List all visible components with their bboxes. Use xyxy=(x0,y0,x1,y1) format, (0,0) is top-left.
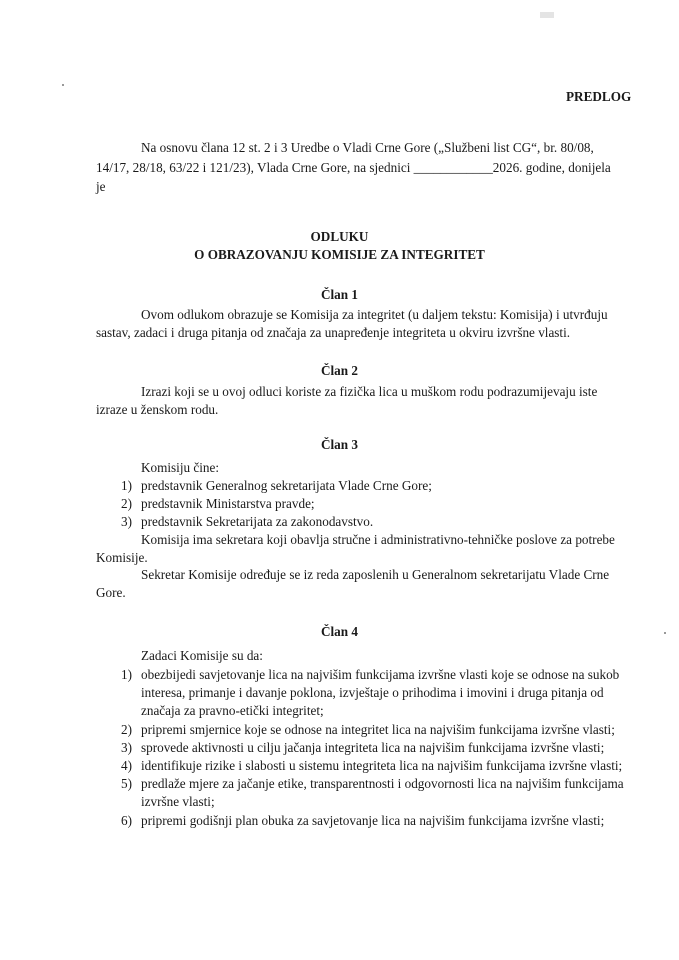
list-number: 1) xyxy=(121,667,132,682)
list-item: predstavnik Sekretarijata za zakonodavstvo. xyxy=(141,514,374,529)
article-text: sastav, zadaci i druga pitanja od značaja za unapređenje integriteta u okviru izvršne vlasti. xyxy=(96,325,571,340)
preamble-line: je xyxy=(96,179,106,194)
list-item: predstavnik Generalnog sekretarijata Vlade Crne Gore; xyxy=(141,478,432,493)
preamble-line: Na osnovu člana 12 st. 2 i 3 Uredbe o Vladi Crne Gore („Službeni list CG“, br. 80/08, xyxy=(141,140,594,155)
list-number: 3) xyxy=(121,740,132,755)
article-text: Gore. xyxy=(96,585,126,600)
article-text: Sekretar Komisije određuje se iz reda zaposlenih u Generalnom sekretarijatu Vlade Crne xyxy=(141,567,610,582)
list-item: obezbijedi savjetovanje lica na najvišim funkcijama izvršne vlasti koje se odnose na sukob xyxy=(141,667,620,682)
list-item: predstavnik Ministarstva pravde; xyxy=(141,496,315,511)
predlog-label: PREDLOG xyxy=(566,89,632,104)
article-heading: Član 2 xyxy=(320,363,358,378)
list-number: 2) xyxy=(121,496,132,511)
document-title: ODLUKU xyxy=(310,229,369,244)
list-item: značaja za pravno-etički integritet; xyxy=(141,703,324,718)
article-heading: Član 1 xyxy=(320,287,358,302)
preamble-line: 14/17, 28/18, 63/22 i 121/23), Vlada Crne Gore, na sjednici ____________2026. godine, donijela xyxy=(96,160,611,175)
list-item: sprovede aktivnosti u cilju jačanja integriteta lica na najvišim funkcijama izvršne vlasti; xyxy=(141,740,605,755)
list-item: predlaže mjere za jačanje etike, transparentnosti i odgovornosti lica na najvišim funkcijama xyxy=(141,776,624,791)
list-item: pripremi smjernice koje se odnose na integritet lica na najvišim funkcijama izvršne vlasti; xyxy=(141,722,615,737)
list-number: 1) xyxy=(121,478,132,493)
list-number: 6) xyxy=(121,813,132,828)
list-number: 5) xyxy=(121,776,132,791)
article-text: Zadaci Komisije su da: xyxy=(141,648,263,663)
article-text: Komisija ima sekretara koji obavlja stručne i administrativno-tehničke poslove za potrebe xyxy=(141,532,615,547)
article-text: Izrazi koji se u ovoj odluci koriste za fizička lica u muškom rodu podrazumijevaju iste xyxy=(141,384,598,399)
scan-mark xyxy=(540,12,554,18)
list-item: pripremi godišnji plan obuka za savjetovanje lica na najvišim funkcijama izvršne vlasti; xyxy=(141,813,605,828)
document-subtitle: O OBRAZOVANJU KOMISIJE ZA INTEGRITET xyxy=(194,247,485,262)
list-item: identifikuje rizike i slabosti u sistemu integriteta lica na najvišim funkcijama izvršne vlasti; xyxy=(141,758,623,773)
article-text: Ovom odlukom obrazuje se Komisija za integritet (u daljem tekstu: Komisija) i utvrđuju xyxy=(141,307,608,322)
list-number: 3) xyxy=(121,514,132,529)
list-item: izvršne vlasti; xyxy=(141,794,215,809)
article-text: izraze u ženskom rodu. xyxy=(96,402,219,417)
article-heading: Član 3 xyxy=(320,437,358,452)
list-number: 4) xyxy=(121,758,132,773)
list-item: interesa, primanje i davanje poklona, izvještaje o prihodima i imovini i druga pitanja od xyxy=(141,685,604,700)
scan-mark xyxy=(62,84,64,86)
article-heading: Član 4 xyxy=(320,624,358,639)
article-text: Komisije. xyxy=(96,550,148,565)
article-text: Komisiju čine: xyxy=(141,460,220,475)
list-number: 2) xyxy=(121,722,132,737)
